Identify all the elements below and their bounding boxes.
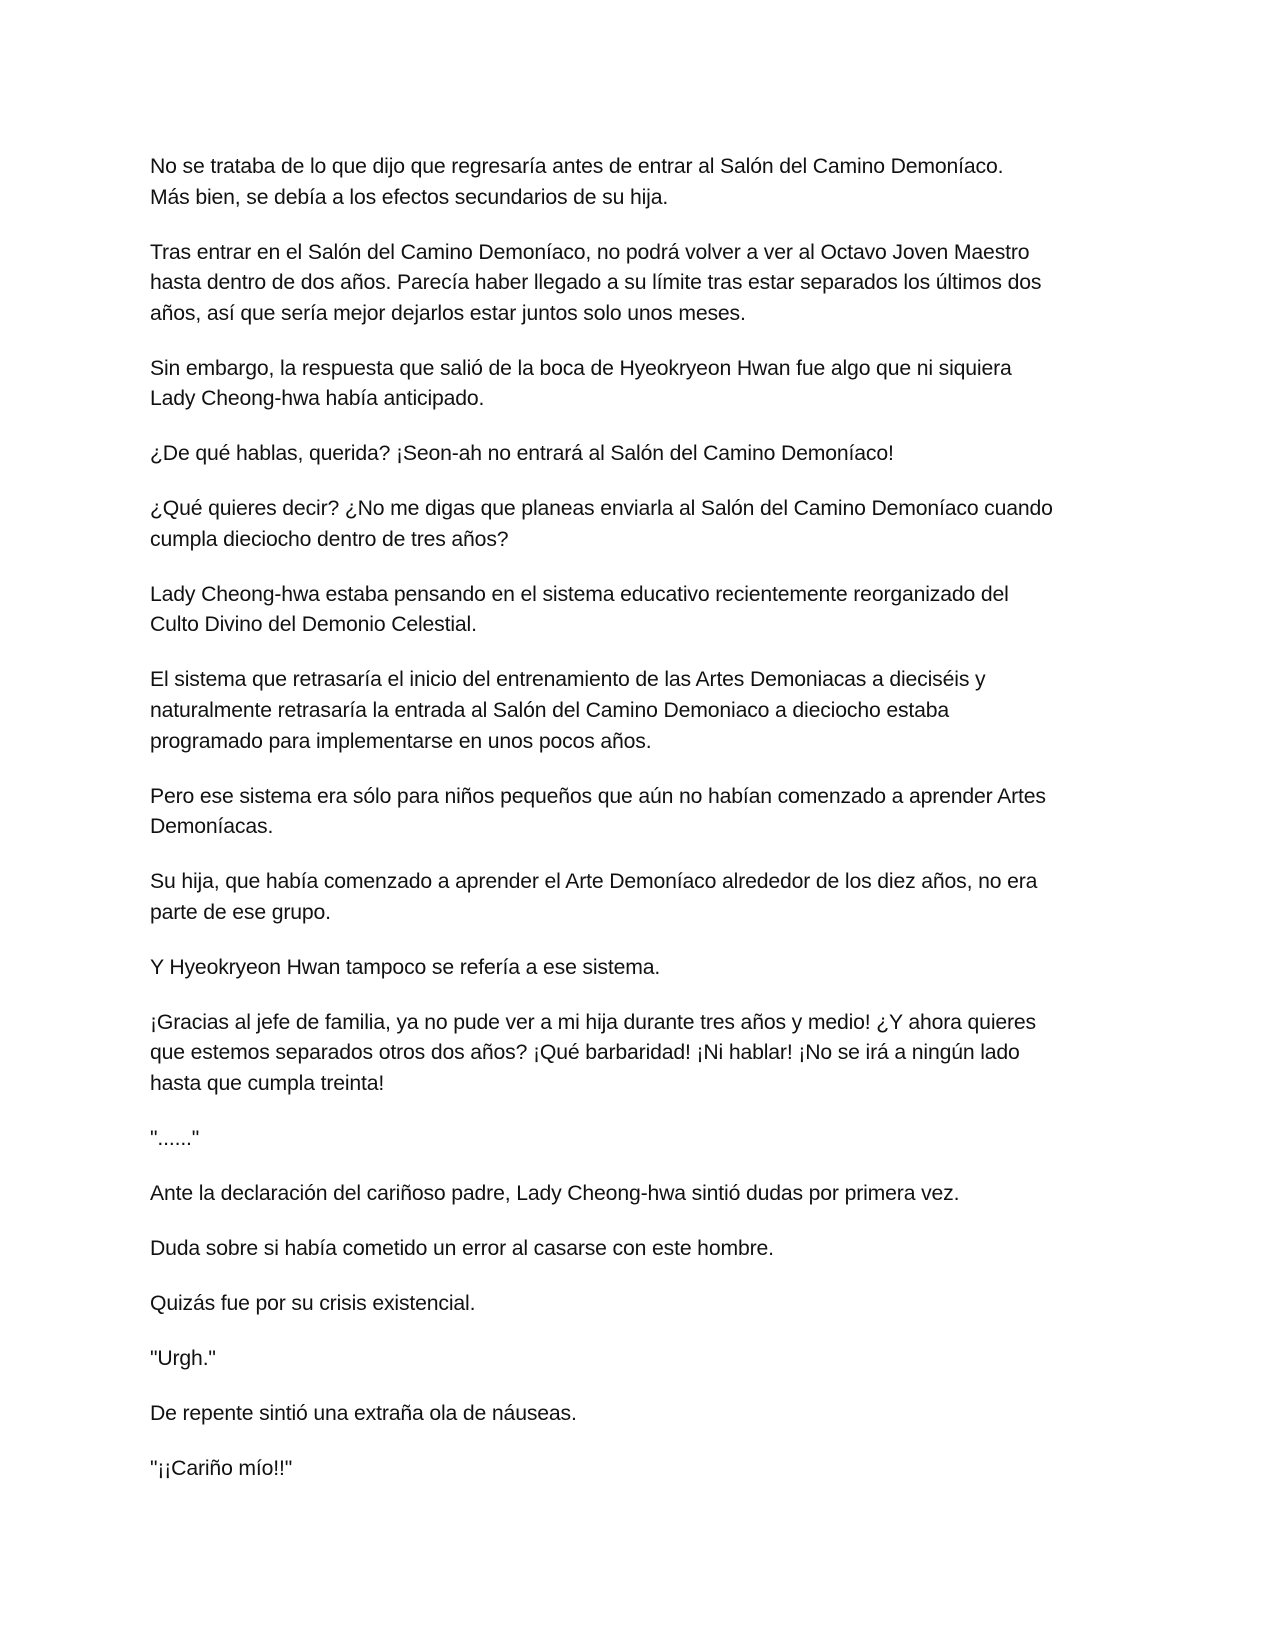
paragraph: Sin embargo, la respuesta que salió de la boca de Hyeokryeon Hwan fue algo que ni siquiera Lady Cheong-hwa había anticipado.	[150, 356, 1012, 411]
paragraph: ¿De qué hablas, querida? ¡Seon-ah no entrará al Salón del Camino Demoníaco!	[150, 442, 894, 466]
paragraph: "Urgh."	[150, 1346, 216, 1370]
paragraph: Tras entrar en el Salón del Camino Demoníaco, no podrá volver a ver al Octavo Joven Maestro hasta dentro de dos años. Parecía haber llegado a su límite tras estar separados los últimos dos años, así que sería mejor dejarlos estar juntos solo unos meses.	[150, 240, 1042, 325]
paragraph: "......"	[150, 1126, 200, 1150]
paragraph: ¡Gracias al jefe de familia, ya no pude ver a mi hija durante tres años y medio! ¿Y ahora quieres que estemos separados otros dos años? ¡Qué barbaridad! ¡Ni hablar! ¡No se irá a ningún lado hasta que cumpla treinta!	[150, 1010, 1036, 1095]
paragraph: No se trataba de lo que dijo que regresaría antes de entrar al Salón del Camino Demoníaco. Más bien, se debía a los efectos secundarios de su hija.	[150, 155, 1004, 209]
paragraph: Quizás fue por su crisis existencial.	[150, 1291, 476, 1315]
paragraph: El sistema que retrasaría el inicio del entrenamiento de las Artes Demoniacas a dieciséis y naturalmente retrasaría la entrada al Salón del Camino Demoniaco a dieciocho estaba programado para implementarse en unos pocos años.	[150, 668, 986, 753]
paragraph: Duda sobre si había cometido un error al casarse con este hombre.	[150, 1236, 774, 1260]
paragraph: De repente sintió una extraña ola de náuseas.	[150, 1401, 577, 1425]
paragraph: Y Hyeokryeon Hwan tampoco se refería a ese sistema.	[150, 955, 661, 979]
paragraph: ¿Qué quieres decir? ¿No me digas que planeas enviarla al Salón del Camino Demoníaco cuando cumpla dieciocho dentro de tres años?	[150, 497, 1053, 551]
paragraph: Su hija, que había comenzado a aprender el Arte Demoníaco alrededor de los diez años, no era parte de ese grupo.	[150, 870, 1038, 924]
paragraph: Pero ese sistema era sólo para niños pequeños que aún no habían comenzado a aprender Artes Demoníacas.	[150, 784, 1046, 839]
paragraph: "¡¡Cariño mío!!"	[150, 1456, 293, 1480]
paragraph: Lady Cheong-hwa estaba pensando en el sistema educativo recientemente reorganizado del Culto Divino del Demonio Celestial.	[150, 582, 1009, 637]
document-body	[150, 152, 1130, 1509]
paragraph: Ante la declaración del cariñoso padre, Lady Cheong-hwa sintió dudas por primera vez.	[150, 1181, 960, 1205]
